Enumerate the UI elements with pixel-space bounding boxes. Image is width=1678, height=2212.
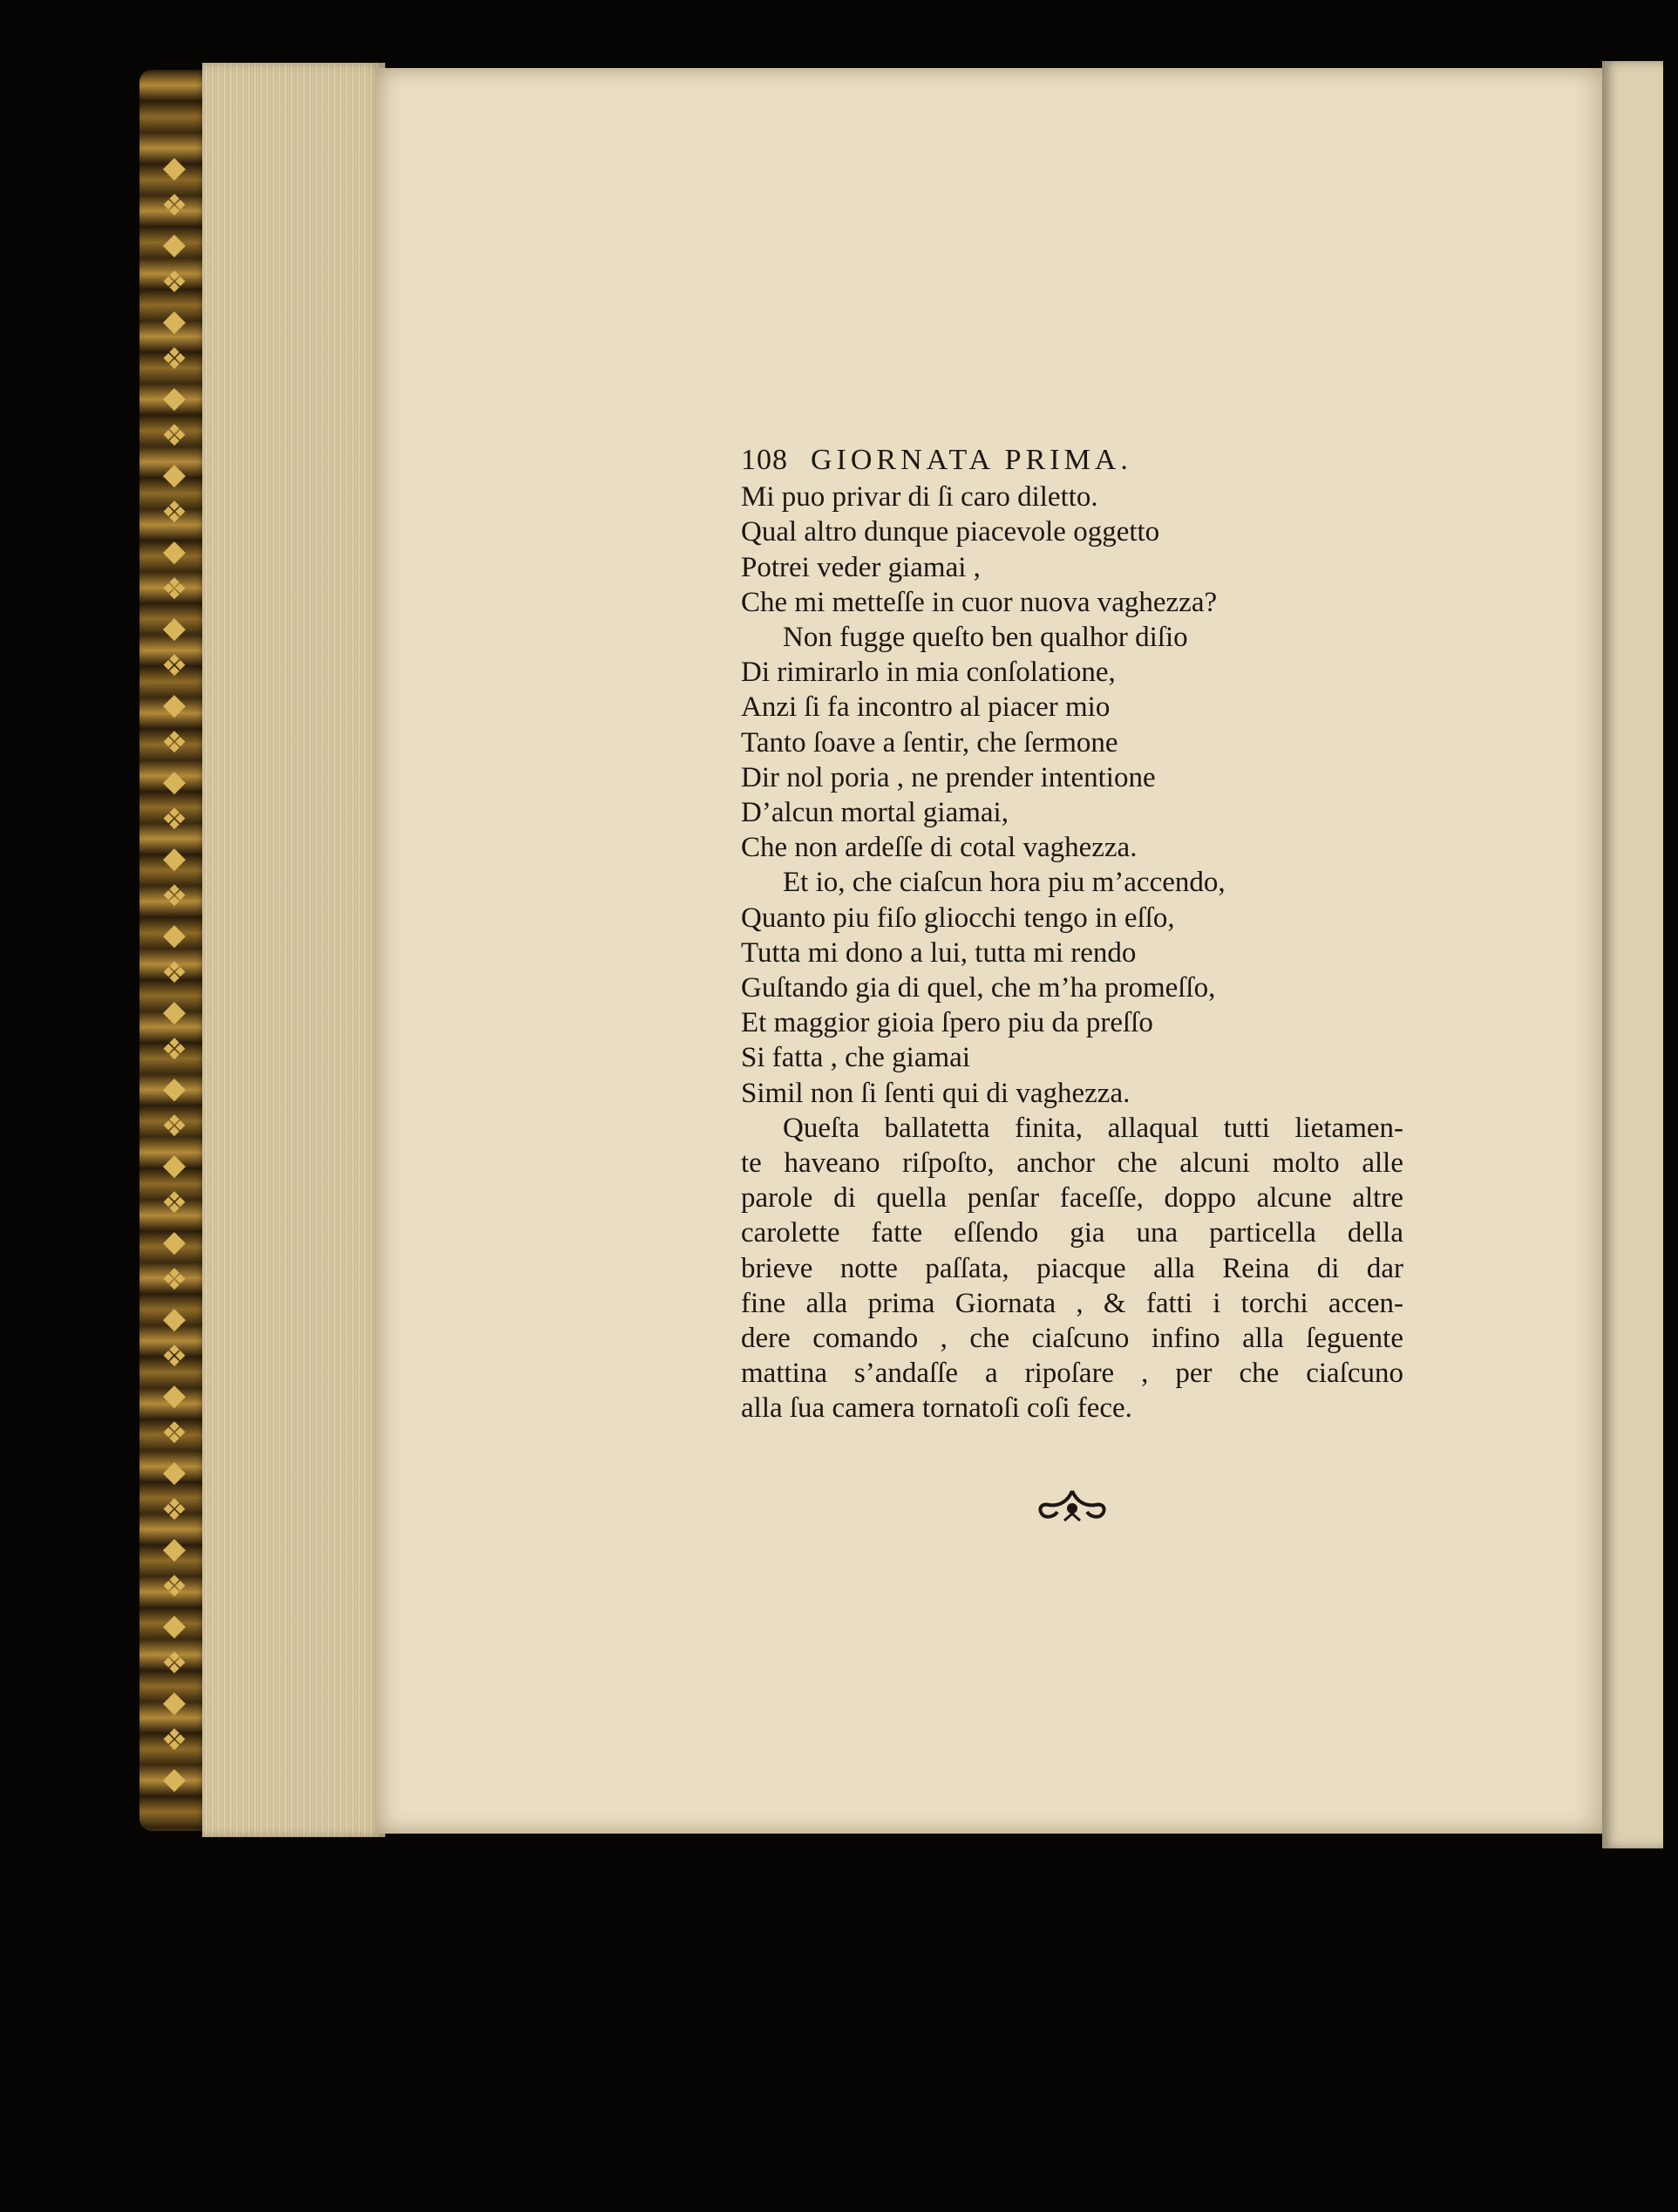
poem-line: Che mi metteſſe in cuor nuova vaghezza?	[741, 586, 1218, 618]
prose-line: dere comando , che ciaſcuno infino alla ſeguente	[741, 1323, 1403, 1355]
running-header	[741, 443, 1403, 478]
poem-line: Et maggior gioia ſpero piu da preſſo	[741, 1007, 1153, 1039]
poem-line: Potrei veder giamai ,	[741, 551, 981, 583]
poem-line: Guſtando gia di quel, che m’ha promeſſo,	[741, 972, 1216, 1004]
prose-line: Queſta ballatetta finita, allaqual tutti lietamen-	[783, 1112, 1403, 1144]
page-edges	[202, 63, 385, 1837]
poem-line: Anzi ſi fa incontro al piacer mio	[741, 691, 1111, 724]
poem-line: Dir nol poria , ne prender intentione	[741, 761, 1156, 793]
prose-line: brieve notte paſſata, piacque alla Reina di dar	[741, 1252, 1403, 1284]
poem-line: D’alcun mortal giamai,	[741, 797, 1009, 829]
running-title: GIORNATA PRIMA.	[811, 444, 1132, 476]
poem-line: Non fugge queſto ben qualhor diſio	[783, 622, 1188, 654]
poem-line: Di rimirarlo in mia conſolatione,	[741, 657, 1116, 689]
poem-line: Tanto ſoave a ſentir, che ſermone	[741, 726, 1118, 759]
prose-line: fine alla prima Giornata , & fatti i torchi accen-	[741, 1287, 1403, 1319]
poem-line: Simil non ſi ſenti qui di vaghezza.	[741, 1077, 1131, 1109]
page-number: 108	[741, 444, 788, 476]
prose-line: te haveano riſpoſto, anchor che alcuni molto alle	[741, 1147, 1403, 1180]
poem-line: Mi puo privar di ſi caro diletto.	[741, 481, 1098, 514]
closing-paragraph	[741, 1111, 1403, 1426]
poem-line: Si fatta , che giamai	[741, 1042, 970, 1074]
prose-line: parole di quella penſar faceſſe, doppo alcune altre	[741, 1182, 1403, 1215]
poem-line: Che non ardeſſe di cotal vaghezza.	[741, 832, 1138, 864]
prose-line: alla ſua camera tornatoſi coſi fece.	[741, 1392, 1132, 1425]
poem-line: Tutta mi dono a lui, tutta mi rendo	[741, 936, 1137, 969]
poem	[741, 480, 1403, 1111]
fleuron-ornament-icon	[1033, 1482, 1111, 1526]
spine-ornament-icon: ◆ ❖ ◆ ❖ ◆ ❖ ◆ ❖ ◆ ❖ ◆ ❖ ◆ ❖ ◆ ❖ ◆ ❖ ◆ ❖ ◆ ❖ ◆ ❖ ◆ ❖ ◆ ❖ ◆ ❖ ◆ ❖ ◆ ❖ ◆ ❖ ◆ ❖ ◆ ❖ ◆ ❖ ◆	[160, 150, 188, 1796]
gilt-spine	[139, 70, 209, 1831]
prose-line: mattina s’andaſſe a ripoſare , per che ciaſcuno	[741, 1358, 1403, 1390]
poem-line: Qual altro dunque piacevole oggetto	[741, 516, 1160, 548]
poem-line: Et io, che ciaſcun hora piu m’accendo,	[783, 867, 1226, 899]
poem-line: Quanto piu fiſo gliocchi tengo in eſſo,	[741, 902, 1175, 934]
facing-page-edge	[1602, 61, 1663, 1848]
page-text	[741, 443, 1403, 1426]
prose-line: carolette fatte eſſendo gia una particella della	[741, 1217, 1403, 1249]
